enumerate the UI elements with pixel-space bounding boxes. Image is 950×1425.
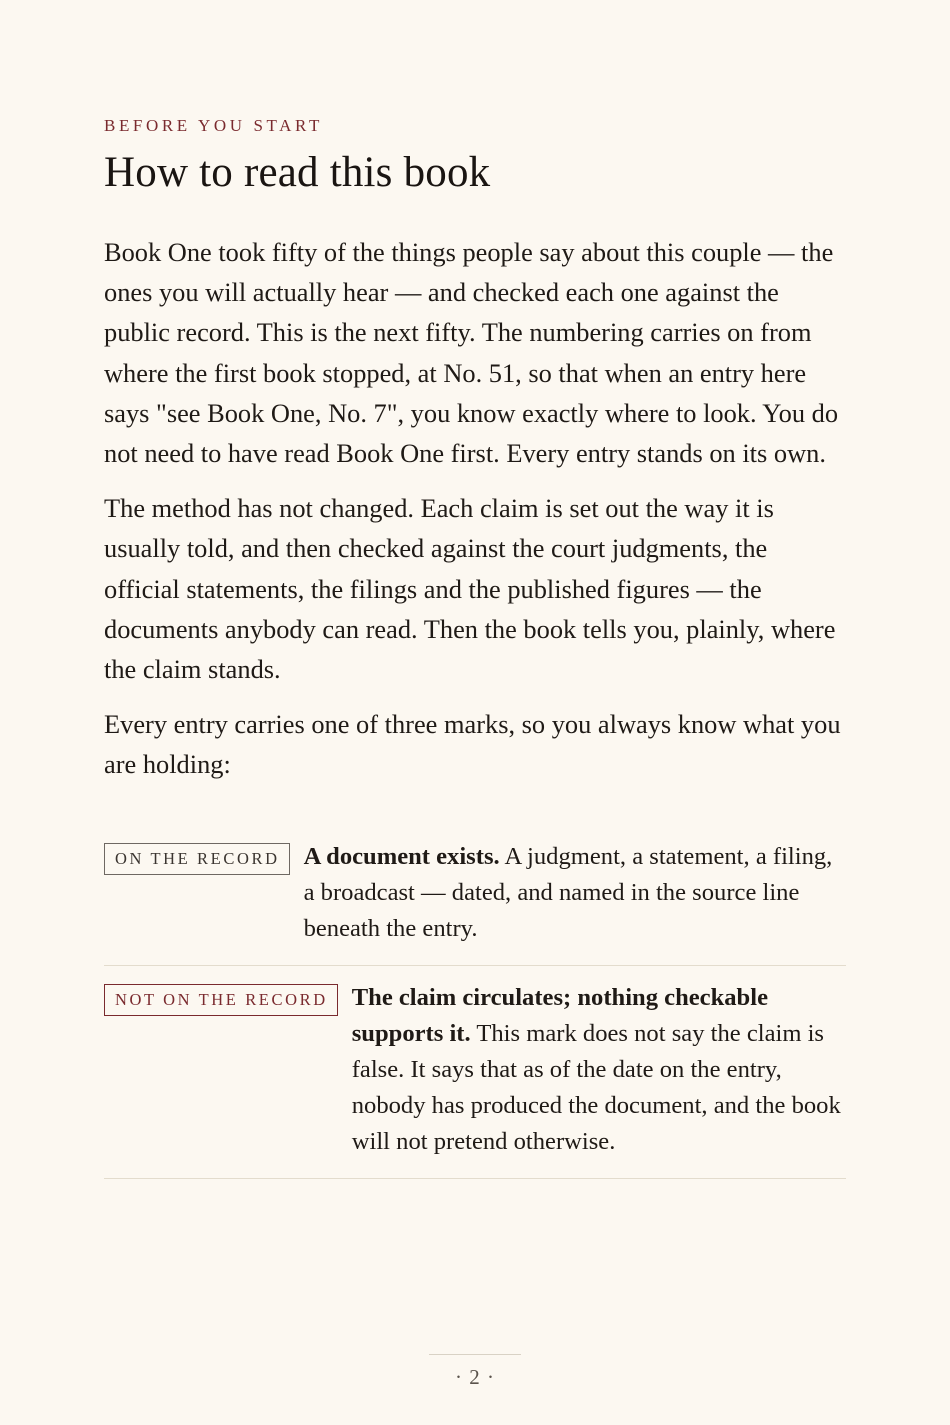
page-content	[104, 116, 846, 1179]
not-on-record-tag: NOT ON THE RECORD	[104, 984, 338, 1016]
mark-detail: This mark does not say the claim is false. It says that as of the date on the entry, nobody has produced the document, and the book will not pretend otherwise.	[351, 1019, 841, 1155]
mark-detail: A judgment, a statement, a filing, a broadcast — dated, and named in the source line beneath the entry.	[303, 842, 833, 942]
mark-lead: The claim circulates; nothing checkable supports it.	[351, 983, 768, 1047]
mark-description	[352, 980, 846, 1160]
mark-entry-on-record	[104, 831, 846, 966]
on-record-tag: ON THE RECORD	[104, 843, 290, 875]
page-title: How to read this book	[104, 149, 491, 196]
body-paragraph-2: The method has not changed. Each claim is set out the way it is usually told, and then checked against the court judgments, the official statements, the filings and the published figures — the documents anybody can read. Then the book tells you, plainly, where the claim stands.	[104, 493, 836, 685]
page-number: · 2 ·	[429, 1354, 521, 1390]
section-kicker: BEFORE YOU START	[104, 116, 323, 135]
marks-list	[104, 831, 846, 1179]
mark-lead: A document exists.	[303, 842, 500, 870]
mark-description	[304, 839, 846, 947]
mark-entry-not-on-record	[104, 966, 846, 1179]
body-paragraph-1: Book One took fifty of the things people say about this couple — the ones you will actually hear — and checked each one against the public record. This is the next fifty. The numbering carries on from where the first book stopped, at No. 51, so that when an entry here says "see Book One, No. 7", you know exactly where to look. You do not need to have read Book One first. Every entry stands on its own.	[104, 237, 839, 469]
body-paragraph-3: Every entry carries one of three marks, so you always know what you are holding:	[104, 709, 841, 780]
